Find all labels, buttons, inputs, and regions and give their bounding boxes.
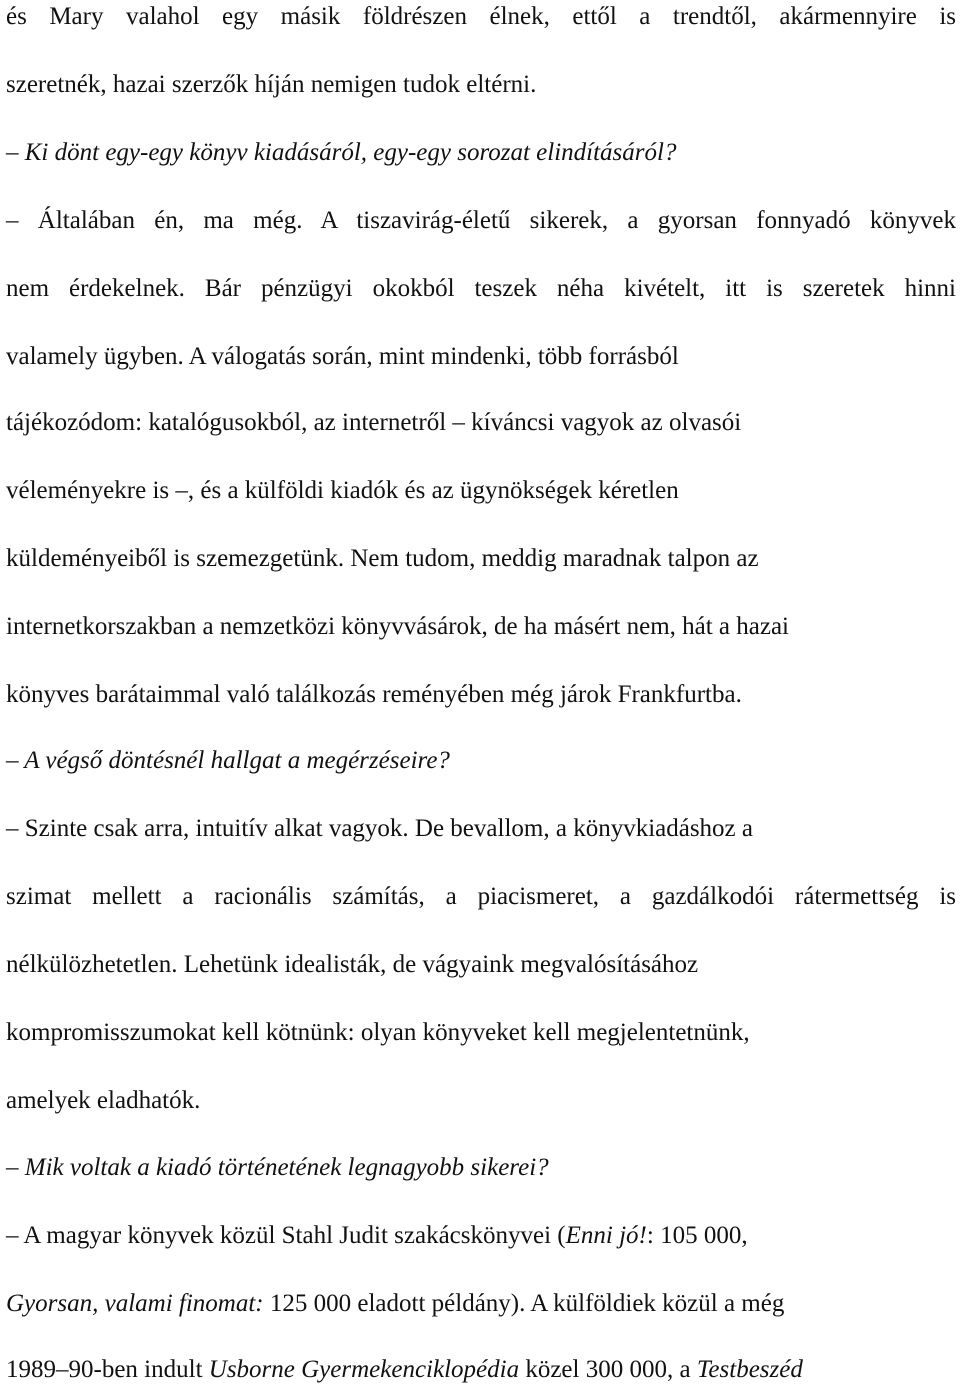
- text-line: tájékozódom: katalógusokból, az internetről – kíváncsi vagyok az olvasói: [6, 409, 742, 436]
- text-line: internetkorszakban a nemzetközi könyvvásárok, de ha másért nem, hát a hazai: [6, 613, 790, 640]
- text-line: nélkülözhetetlen. Lehetünk idealisták, de vágyaink megvalósításához: [6, 951, 699, 978]
- text-line: küldeményeiből is szemezgetünk. Nem tudom, meddig maradnak talpon az: [6, 545, 759, 572]
- text-line: – Szinte csak arra, intuitív alkat vagyok. De bevallom, a könyvkiadáshoz a: [6, 815, 753, 842]
- text-line: nem érdekelnek. Bár pénzügyi okokból teszek néha kivételt, itt is szeretek hinni: [6, 275, 956, 302]
- text-line: véleményekre is –, és a külföldi kiadók és az ügynökségek kéretlen: [6, 477, 679, 504]
- book-title: Testbeszéd: [696, 1356, 803, 1383]
- text-line: 1989–90-ben indult Usborne Gyermekenciklopédia közel 300 000, a Testbeszéd: [6, 1356, 803, 1383]
- text-line: valamely ügyben. A válogatás során, mint mindenki, több forrásból: [6, 343, 679, 370]
- question-line: – Ki dönt egy-egy könyv kiadásáról, egy-egy sorozat elindításáról?: [6, 139, 677, 166]
- text-line: és Mary valahol egy másik földrészen élnek, ettől a trendtől, akármennyire is: [6, 3, 956, 30]
- question-line: – Mik voltak a kiadó történetének legnagyobb sikerei?: [6, 1154, 549, 1181]
- text-line: – Általában én, ma még. A tiszavirág-életű sikerek, a gyorsan fonnyadó könyvek: [6, 207, 956, 234]
- book-title: Enni jó!: [565, 1222, 647, 1249]
- text-line: amelyek eladhatók.: [6, 1087, 201, 1114]
- question-line: – A végső döntésnél hallgat a megérzéseire?: [6, 747, 450, 774]
- text-line: könyves barátaimmal való találkozás reményében még járok Frankfurtba.: [6, 681, 742, 708]
- text-line: kompromisszumokat kell kötnünk: olyan könyveket kell megjelentetnünk,: [6, 1019, 750, 1046]
- book-title: Gyorsan, valami finomat:: [6, 1290, 264, 1317]
- book-title: Usborne Gyermekenciklopédia: [208, 1356, 520, 1383]
- text-line: Gyorsan, valami finomat: 125 000 eladott példány). A külföldiek közül a még: [6, 1290, 785, 1317]
- text-line: szimat mellett a racionális számítás, a piacismeret, a gazdálkodói rátermettség is: [6, 883, 956, 910]
- text-line: – A magyar könyvek közül Stahl Judit szakácskönyvei (Enni jó!: 105 000,: [6, 1222, 748, 1249]
- text-line: szeretnék, hazai szerzők híján nemigen tudok eltérni.: [6, 71, 537, 98]
